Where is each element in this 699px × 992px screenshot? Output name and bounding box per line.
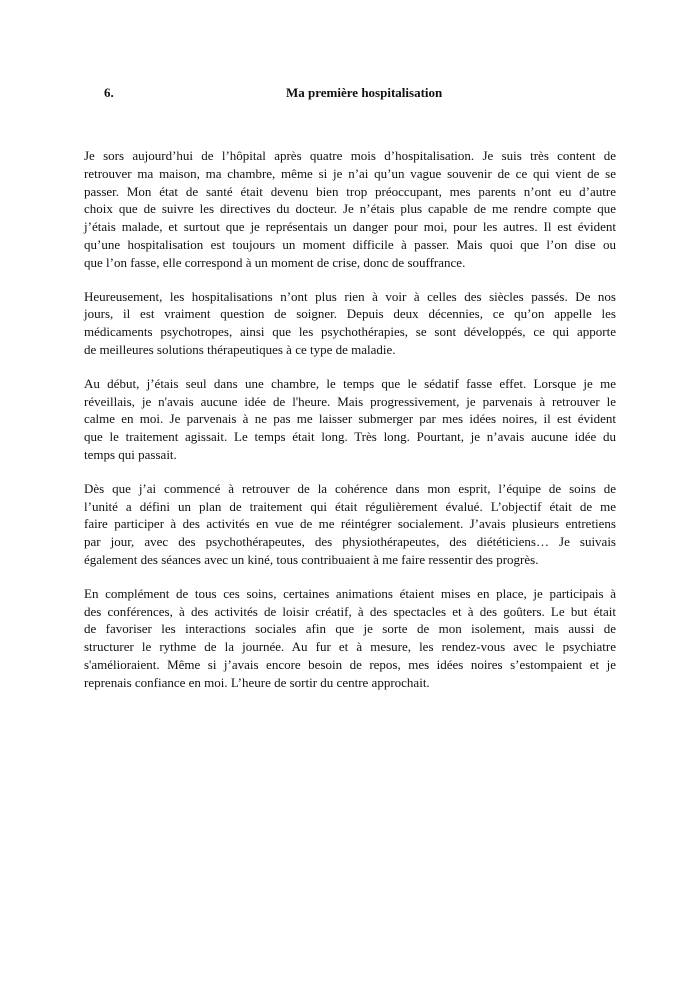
text-line: qu’une hospitalisation est toujours un moment difficile à passer. Mais quoi que l’on dise ou — [84, 236, 616, 252]
text-line: choix que de suivre les directives du docteur. Je n’étais plus capable de me rendre compte que — [84, 201, 616, 217]
paragraph — [84, 480, 616, 569]
chapter-heading — [0, 85, 699, 103]
text-line: l’unité a défini un plan de traitement qui était régulièrement évalué. L’objectif était de me — [84, 498, 616, 514]
paragraph — [84, 147, 616, 272]
text-line: que l’on fasse, elle correspond à un moment de crise, donc de souffrance. — [84, 254, 466, 270]
text-line: faire participer à des activités en vue de me réintégrer socialement. J’avais plusieurs entretiens — [84, 516, 616, 532]
text-line: Au début, j’étais seul dans une chambre, le temps que le sédatif fasse effet. Lorsque je me — [84, 375, 616, 391]
text-line: jours, il est vraiment question de soigner. Depuis deux décennies, ce qu’on appelle les — [84, 306, 616, 322]
text-line: j’étais malade, et surtout que je représentais un danger pour moi, pour les autres. Il est évident — [84, 219, 616, 235]
text-line: de meilleures solutions thérapeutiques à ce type de maladie. — [84, 341, 396, 357]
text-line: Heureusement, les hospitalisations n’ont plus rien à voir à celles des siècles passés. De nos — [84, 288, 616, 304]
text-line: Dès que j’ai commencé à retrouver de la cohérence dans mon esprit, l’équipe de soins de — [84, 480, 616, 496]
text-line: En complément de tous ces soins, certaines animations étaient mises en place, je participais à — [84, 585, 616, 601]
text-line: temps qui passait. — [84, 446, 177, 462]
text-line: s'amélioraient. Même si j’avais encore besoin de repos, mes idées noires s’estompaient et je — [84, 656, 616, 672]
text-line: des conférences, à des activités de loisir créatif, à des spectacles et à des goûters. Le but était — [84, 603, 616, 619]
text-line: structurer le rythme de la journée. Au fur et à mesure, les rendez-vous avec le psychiatre — [84, 639, 616, 655]
text-line: par jour, avec des psychothérapeutes, des physiothérapeutes, des diététiciens… Je suivais — [84, 534, 616, 550]
chapter-title: Ma première hospitalisation — [286, 85, 443, 100]
paragraph — [84, 288, 616, 359]
text-line: de favoriser les interactions sociales afin que je sorte de mon isolement, mais aussi de — [84, 621, 616, 637]
text-line: retrouver ma maison, ma chambre, même si je n’ai qu’un vague souvenir de ce qui vient de se — [84, 165, 616, 181]
text-line: réveillais, je n'avais aucune idée de l'heure. Mais progressivement, je parvenais à retrouver le — [84, 393, 616, 409]
text-line: Je sors aujourd’hui de l’hôpital après quatre mois d’hospitalisation. Je suis très content de — [84, 148, 616, 163]
document-body — [84, 147, 616, 708]
text-line: passer. Mon état de santé était devenu bien trop préoccupant, mes parents n’ont eu d’autre — [84, 183, 616, 199]
text-line: que le traitement agissait. Le temps était long. Très long. Pourtant, je n’avais aucune idée du — [84, 429, 616, 445]
text-line: reprenais confiance en moi. L’heure de sortir du centre approchait. — [84, 674, 430, 690]
paragraph — [84, 585, 616, 692]
text-line: calme en moi. Je parvenais à ne pas me laisser submerger par mes idées noires, il est évident — [84, 411, 616, 427]
paragraph — [84, 375, 616, 464]
chapter-number: 6. — [104, 85, 114, 100]
text-line: médicaments psychotropes, ainsi que les psychothérapies, se sont développés, ce qui apporte — [84, 324, 616, 340]
text-line: également des séances avec un kiné, tous contribuaient à me faire ressentir des progrès. — [84, 551, 539, 567]
